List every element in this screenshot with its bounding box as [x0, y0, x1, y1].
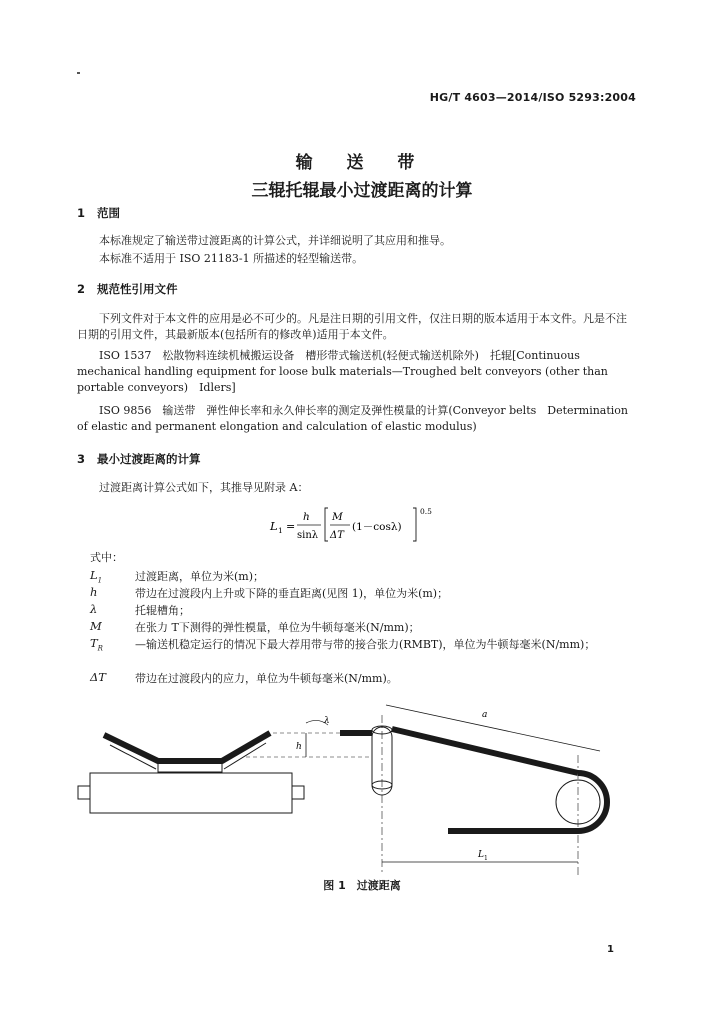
belt-wrap: [578, 773, 607, 831]
where-label: 式中：: [90, 551, 123, 564]
symbol: λ: [90, 602, 98, 616]
definition-text: 带边在过渡段内的应力，单位为牛顿每毫米(N/mm)。: [135, 672, 398, 685]
definition-text: 在张力 T下测得的弹性模量，单位为牛顿每毫米(N/mm)；: [135, 621, 420, 634]
L1-label-sub: 1: [484, 855, 488, 862]
symbol-definitions: [0, 568, 724, 698]
frame-end-block: [292, 786, 304, 799]
definition-text: 托辊槽角；: [135, 604, 190, 617]
symbol: M: [90, 619, 102, 633]
formula-exponent: 0.5: [420, 507, 432, 516]
section-number: 1: [77, 206, 86, 220]
h-label: h: [296, 742, 302, 752]
a-dimension: [386, 705, 600, 751]
section-1-heading: [77, 205, 120, 221]
idler-frame: [90, 773, 292, 813]
normative-reference-2: ISO 9856 输送带 弹性伸长率和永久伸长率的测定及弹性模量的计算(Conveyor belts Determination of elastic and permanent elongation and calculation of elastic modulus): [77, 404, 629, 433]
section-3-heading: [77, 451, 201, 467]
upper-belt: [392, 729, 578, 773]
section-2-para: 下列文件对于本文件的应用是必不可少的。凡是注日期的引用文件，仅注日期的版本适用于本文件。凡是不注日期的引用文件，其最新版本(包括所有的修改单)适用于本文件。: [77, 312, 627, 341]
section-title: 最小过渡距离的计算: [97, 452, 201, 466]
section-3-intro: 过渡距离计算公式如下，其推导见附录 A：: [99, 481, 309, 494]
head-pulley: [556, 780, 600, 824]
formula-frac2-num: M: [332, 511, 343, 523]
section-number: 3: [77, 452, 86, 466]
formula-tail: (1－cosλ): [352, 521, 402, 533]
symbol: $L_1$: [90, 568, 103, 585]
section-title: 规范性引用文件: [97, 282, 178, 296]
symbol: $T_R$: [90, 636, 103, 653]
figure-1-transition-distance: [70, 695, 650, 875]
left-bracket: [325, 508, 328, 541]
frame-end-block: [78, 786, 90, 799]
definition-text: 过渡距离，单位为米(m)；: [135, 570, 265, 583]
formula-equals: =: [286, 520, 296, 533]
right-bracket: [413, 508, 416, 541]
symbol: h: [90, 585, 98, 599]
title-line-2: 三辊托辊最小过渡距离的计算: [251, 181, 473, 201]
L1-label: L: [478, 850, 484, 860]
definition-text: —输送机稳定运行的情况下最大荐用带与带的接合张力(RMBT)，单位为牛顿每毫米(N/mm)；: [135, 638, 596, 651]
section-2-heading: [77, 281, 178, 297]
scan-mark: [77, 72, 80, 74]
formula-lhs: L: [270, 519, 278, 533]
standard-code-header: HG/T 4603—2014/ISO 5293:2004: [429, 91, 636, 104]
figure-caption: 图 1 过渡距离: [323, 879, 401, 892]
transition-distance-formula: [270, 506, 470, 546]
section-1-para-1: 本标准规定了输送带过渡距离的计算公式，并详细说明了其应用和推导。: [99, 234, 451, 247]
formula-frac1-den: sinλ: [297, 530, 319, 541]
definition-text: 带边在过渡段内上升或下降的垂直距离(见图 1)，单位为米(m)；: [135, 587, 449, 600]
section-1-para-2: 本标准不适用于 ISO 21183-1 所描述的轻型输送带。: [99, 252, 364, 265]
normative-reference-1: ISO 1537 松散物料连续机械搬运设备 槽形带式输送机(轻便式输送机除外) 托辊[Continuous mechanical handling equipment for loose bulk materials—Troughed belt conveyors (other than portable conveyors) Idlers]: [77, 349, 608, 394]
section-title: 范围: [97, 206, 120, 220]
formula-frac2-den: ΔT: [330, 530, 344, 541]
formula-lhs-sub: 1: [278, 526, 283, 535]
lambda-label: λ: [324, 716, 330, 726]
symbol: ΔT: [90, 670, 106, 684]
troughed-belt: [104, 733, 270, 761]
section-number: 2: [77, 282, 86, 296]
formula-frac1-num: h: [303, 511, 310, 523]
a-label: a: [482, 710, 488, 720]
page-number: 1: [607, 944, 614, 955]
title-line-1: 输 送 带: [295, 153, 429, 173]
